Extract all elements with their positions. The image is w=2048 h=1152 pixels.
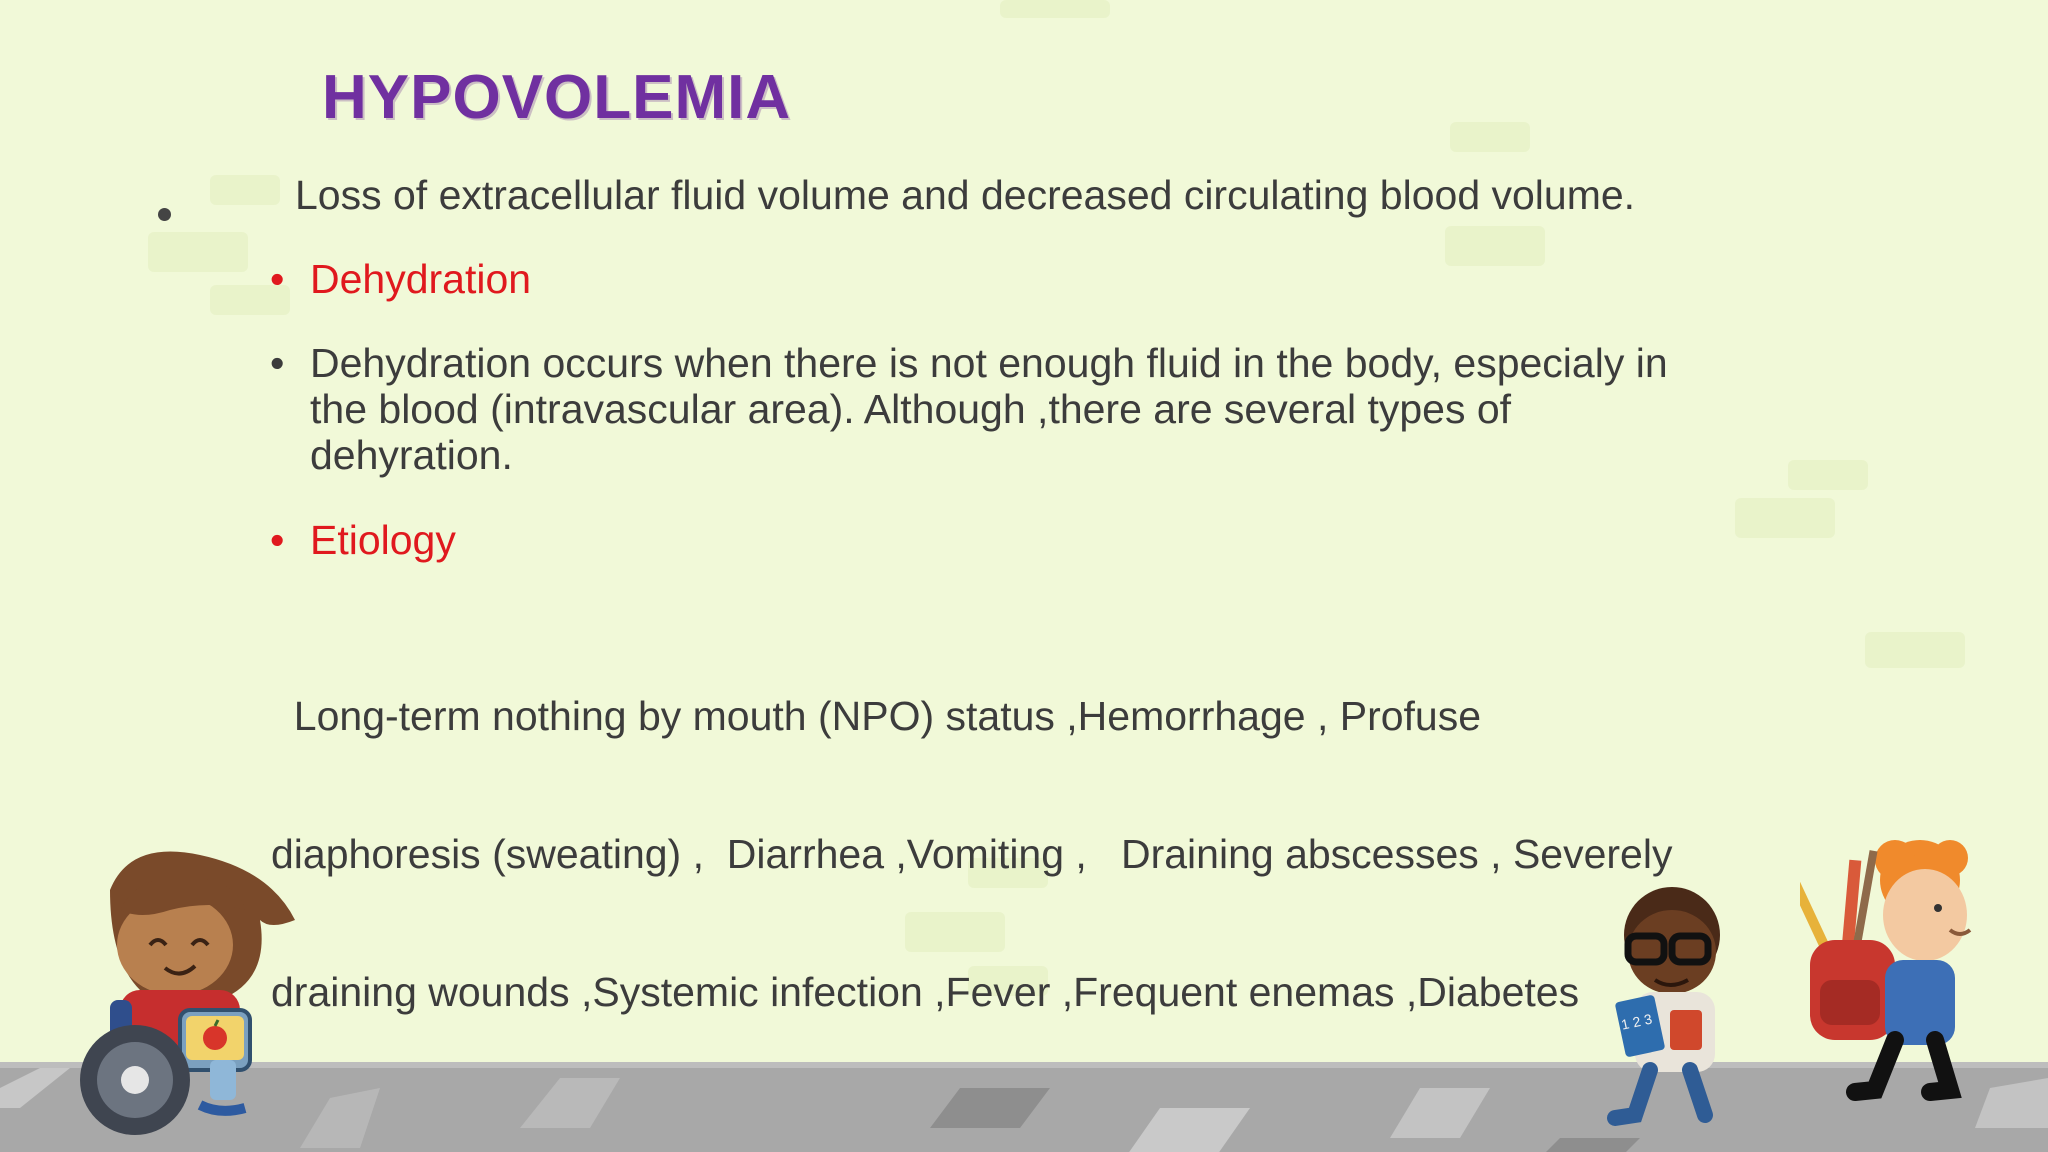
bullet-heading: Dehydration (310, 256, 532, 302)
bg-patch (1000, 0, 1110, 18)
bg-patch (1735, 498, 1835, 538)
stray-bullet-dot (158, 208, 171, 221)
bg-patch (210, 175, 280, 205)
bg-patch (1445, 226, 1545, 266)
book-label: 1 2 3 (1619, 1010, 1654, 1033)
bullet-line: the blood (intravascular area). Although ,there are several types of (310, 386, 1512, 432)
etiology-line: diaphoresis (sweating) , Diarrhea ,Vomiting , Draining abscesses , Severely (271, 831, 1673, 877)
bullet-heading: Etiology (310, 517, 456, 563)
bullet-marker: • (270, 340, 285, 386)
bullet-line: dehyration. (310, 432, 513, 478)
bullet-line: Dehydration occurs when there is not enough fluid in the body, especialy in (310, 340, 1668, 386)
bg-patch (1788, 460, 1868, 490)
bullet-marker: • (270, 256, 285, 302)
bullet-marker: • (270, 517, 285, 563)
etiology-line: draining wounds ,Systemic infection ,Fever ,Frequent enemas ,Diabetes (271, 969, 1580, 1015)
slide-title: HYPOVOLEMIA (322, 63, 792, 132)
etiology-line: Long-term nothing by mouth (NPO) status ,Hemorrhage , Profuse (271, 693, 1482, 739)
bg-patch (1865, 632, 1965, 668)
bg-patch (148, 232, 248, 272)
girl-in-wheelchair-illustration (70, 850, 310, 1135)
boy-with-backpack-illustration (1800, 830, 1990, 1115)
bg-patch (1450, 122, 1530, 152)
intro-text: Loss of extracellular fluid volume and decreased circulating blood volume. (295, 172, 1636, 218)
boy-with-glasses-illustration (1600, 880, 1760, 1130)
